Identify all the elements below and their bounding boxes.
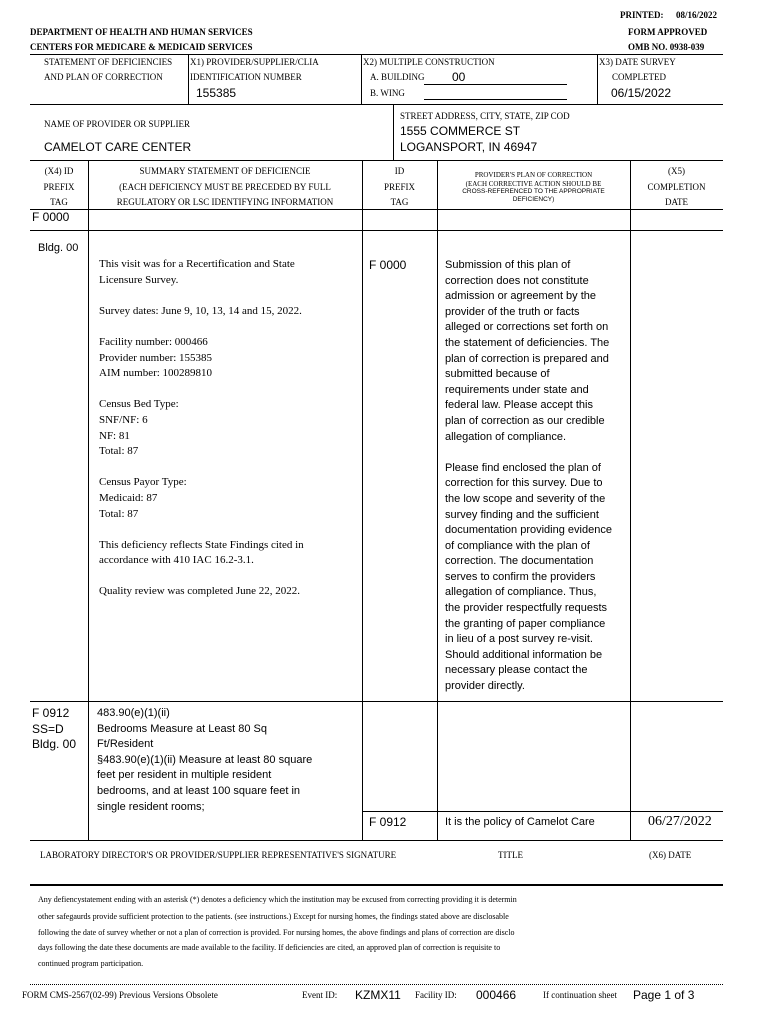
wing-label: B. WING	[370, 88, 405, 98]
footnote-line-5: continued program participation.	[38, 959, 144, 968]
omb-number: OMB NO. 0938-039	[628, 42, 705, 52]
title-label: TITLE	[498, 850, 523, 860]
provider-name: CAMELOT CARE CENTER	[44, 140, 192, 154]
date-label: (X6) DATE	[649, 850, 692, 860]
x2-label: X2) MULTIPLE CONSTRUCTION	[363, 57, 495, 67]
id-tag-2: F 0912	[369, 815, 407, 829]
x5-header-1: (X5)	[668, 166, 685, 176]
footnote-line-1: Any defiencystatement ending with an asterisk (*) denotes a deficiency which the institution may be excused from correcting providing it is determin	[38, 895, 517, 904]
provider-number: 155385	[196, 86, 237, 100]
printed-label: PRINTED:	[620, 10, 664, 20]
facility-id-value: 000466	[476, 988, 517, 1002]
tag-f0000: F 0000	[32, 210, 70, 224]
footnote-line-4: days following the date these documents are made available to the facility. If deficiencies are cited, an approved plan of correction is requisite to	[38, 943, 501, 952]
completed-label: COMPLETED	[612, 72, 666, 82]
x5-header-2: COMPLETION	[647, 182, 706, 192]
department-title: DEPARTMENT OF HEALTH AND HUMAN SERVICES	[30, 27, 253, 37]
plan-header-2: (EACH CORRECTIVE ACTION SHOULD BE	[465, 180, 602, 188]
id-tag-1: F 0000	[369, 258, 407, 272]
bldg-00: Bldg. 00	[38, 242, 79, 254]
plan-header-3: CROSS-REFERENCED TO THE APPROPRIATE	[462, 188, 605, 195]
address-label: STREET ADDRESS, CITY, STATE, ZIP COD	[400, 111, 570, 121]
centers-title: CENTERS FOR MEDICARE & MEDICAID SERVICES	[30, 42, 253, 52]
x4-header-2: PREFIX	[43, 182, 75, 192]
form-approved: FORM APPROVED	[628, 27, 708, 37]
printed-date: 08/16/2022	[676, 10, 718, 20]
page-number: Page 1 of 3	[633, 988, 695, 1002]
summary-text-2: 483.90(e)(1)(ii) Bedrooms Measure at Least 80 Sq Ft/Resident §483.90(e)(1)(ii) Measure at least 80 square feet per resident in multiple resident bedrooms, and at least 100 square feet in single resident rooms;	[97, 707, 313, 813]
statement-label-1: STATEMENT OF DEFICIENCIES	[44, 57, 173, 67]
completion-date-2: 06/27/2022	[648, 814, 712, 829]
x4-header-3: TAG	[50, 197, 68, 207]
tag-f0912: F 0912 SS=D Bldg. 00	[32, 706, 77, 751]
summary-text-1: This visit was for a Recertification and State Licensure Survey. Survey dates: June 9, 10, 13, 14 and 15, 2022. Facility number: 000466 Provider number: 155385 AIM number: 100289810 Census Bed Type: SNF/NF: 6 NF: 81 Total: 87 Census Payor Type: Medicaid: 87 Total: 87 This deficiency reflects State Findings cited in accordance with 410 IAC 16.2-3.1. Quality review was completed June 22, 2022.	[99, 258, 304, 598]
address-line-2: LOGANSPORT, IN 46947	[400, 140, 538, 154]
x1-label-2: IDENTIFICATION NUMBER	[190, 72, 302, 82]
footnote-line-2: other safegaurds provide sufficient protection to the patients. (see instructions.) Except for nursing homes, the findings stated above are disclosable	[38, 912, 509, 921]
event-id-label: Event ID:	[302, 990, 338, 1000]
plan-header-1: PROVIDER'S PLAN OF CORRECTION	[474, 171, 593, 179]
completed-date: 06/15/2022	[611, 86, 672, 100]
event-id-value: KZMX11	[355, 988, 401, 1002]
form-number: FORM CMS-2567(02-99) Previous Versions Obsolete	[22, 990, 218, 1000]
x5-header-3: DATE	[665, 197, 688, 207]
x4-header-1: (X4) ID	[44, 166, 74, 176]
statement-label-2: AND PLAN OF CORRECTION	[44, 72, 163, 82]
footnote-line-3: following the date of survey whether or not a plan of correction is provided. For nursing homes, the above findings and plans of correction are disclo	[38, 928, 515, 937]
plan-text-1: Submission of this plan of correction does not constitute admission or agreement by the provider of the truth or facts alleged or corrections set forth on the statement of deficiencies. The plan of correction is prepared and submitted because of requirements under state and federal law. Please accept this plan of correction as our credible allegation of compliance. Please find enclosed the plan of correction for this survey. Due to the low scope and severity of the survey finding and the sufficient documentation providing evidence of compliance with the plan of correction. The documentation serves to confirm the providers allegation of compliance. Thus, the provider respectfully requests the granting of paper compliance in lieu of a post survey re-visit. Should additional information be necessary please contact the provider directly.	[445, 259, 612, 693]
plan-text-2: It is the policy of Camelot Care	[445, 816, 595, 828]
id-header-2: PREFIX	[383, 182, 415, 192]
id-header-3: TAG	[390, 197, 409, 207]
summary-header-2: (EACH DEFICIENCY MUST BE PRECEDED BY FULL	[119, 182, 331, 192]
plan-header-4: DEFICIENCY)	[512, 196, 555, 203]
building-value: 00	[452, 70, 466, 84]
x1-label-1: X1) PROVIDER/SUPPLIER/CLIA	[190, 57, 319, 67]
address-line-1: 1555 COMMERCE ST	[400, 124, 521, 138]
continuation-label: If continuation sheet	[543, 990, 617, 1000]
summary-header-1: SUMMARY STATEMENT OF DEFICIENCIE	[139, 166, 311, 176]
x3-label: X3) DATE SURVEY	[599, 57, 676, 67]
id-header-1: ID	[394, 166, 405, 176]
provider-name-label: NAME OF PROVIDER OR SUPPLIER	[44, 119, 191, 129]
facility-id-label: Facility ID:	[415, 990, 457, 1000]
building-label: A. BUILDING	[370, 72, 425, 82]
summary-header-3: REGULATORY OR LSC IDENTIFYING INFORMATION	[116, 197, 334, 207]
signature-label: LABORATORY DIRECTOR'S OR PROVIDER/SUPPLIER REPRESENTATIVE'S SIGNATURE	[40, 850, 397, 860]
